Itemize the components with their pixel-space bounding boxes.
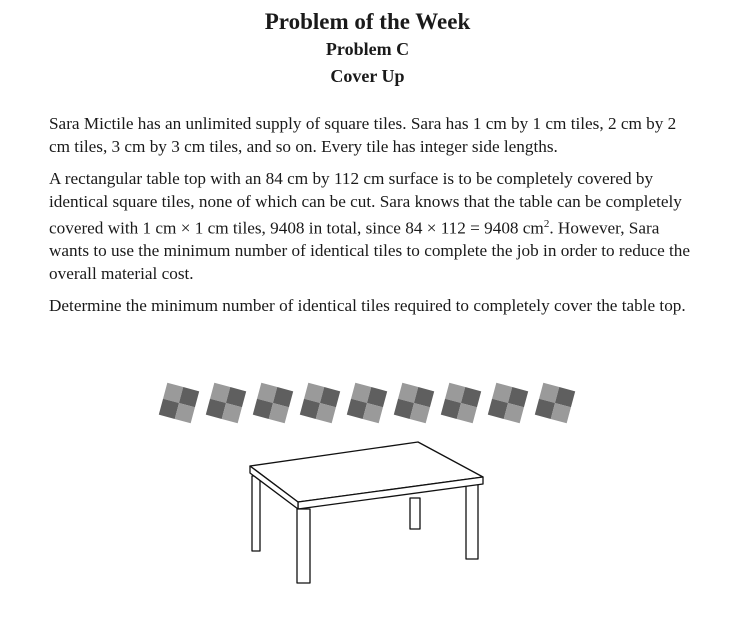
problem-header: [0, 8, 735, 90]
table-leg-back-right: [410, 498, 420, 529]
square-tile: [347, 383, 387, 423]
problem-name: Cover Up: [330, 66, 405, 86]
table-leg-front-right: [466, 481, 478, 559]
paragraph-table-text-a: A rectangular table top with an 84 cm by 112 cm surface is to be completely covered by identical square tiles, none of which can be cut. Sara knows that the table can be completely covered with 1 cm × 1 cm tiles, 9408 in total, since 84 × 112 = 9408 cm: [49, 169, 682, 238]
page-title: Problem of the Week: [264, 9, 471, 34]
problem-statement: [49, 113, 699, 328]
squared-superscript: 2: [543, 218, 550, 230]
square-tile: [535, 383, 575, 423]
table-leg-back-left: [252, 476, 260, 551]
square-tile: [441, 383, 481, 423]
problem-label: Problem C: [325, 39, 410, 59]
paragraph-table-text-b: . However, Sara wants to use the minimum number of identical tiles to complete the job in order to reduce the overall material cost.: [49, 218, 691, 283]
square-tile: [206, 383, 246, 423]
paragraph-question: Determine the minimum number of identical tiles required to completely cover the table top.: [49, 296, 686, 316]
square-tile: [488, 383, 528, 423]
square-tile: [394, 383, 434, 423]
table-illustration: [240, 436, 500, 591]
square-tile: [300, 383, 340, 423]
square-tile: [253, 383, 293, 423]
table-leg-front-left: [297, 509, 310, 583]
square-tile: [159, 383, 199, 423]
tile-row-illustration: [0, 382, 745, 427]
paragraph-table: [49, 168, 699, 285]
paragraph-intro: Sara Mictile has an unlimited supply of square tiles. Sara has 1 cm by 1 cm tiles, 2 cm by 2 cm tiles, 3 cm by 3 cm tiles, and so on. Every tile has integer side lengths.: [49, 114, 677, 156]
